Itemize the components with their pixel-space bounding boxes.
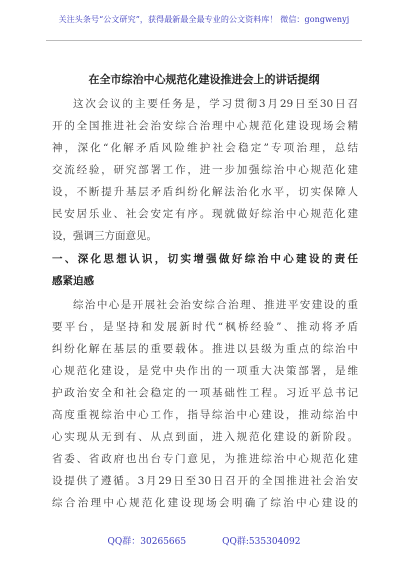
page-footer (0, 534, 408, 547)
document-title: 在全市综治中心规范化建设推进会上的讲话提纲 (88, 73, 320, 86)
intro-line: 开的全国推进社会治安综合治理中心规范化建设现场会精 (52, 120, 358, 132)
qq-group-1: QQ群：30265665 (107, 537, 187, 547)
section-body-line: 要平台，是坚持和发展新时代“枫桥经验”、推动将矛盾 (52, 321, 358, 333)
intro-line: 这次会议的主要任务是，学习贯彻3月29日至30日召 (73, 98, 358, 110)
page-header: 关注头条号“公文研究”，获得最新最全最专业的公文资料库！ 微信：gongwenyj (58, 15, 350, 24)
intro-line: 设，不断提升基层矛盾纠纷化解法治化水平，切实保障人 (52, 186, 358, 198)
intro-line: 设，强调三方面意见。 (52, 230, 157, 242)
section-body-line: 高度重视综治中心工作，指导综治中心建设，推动综治中 (52, 409, 358, 421)
section-body-line: 心规范化建设，是党中央作出的一项重大决策部署，是维 (52, 365, 358, 377)
intro-line: 民安居乐业、社会安定有序。现就做好综治中心规范化建 (52, 208, 358, 220)
section-body-line: 护政治安全和社会稳定的一项基础性工程。习近平总书记 (52, 387, 358, 399)
intro-line: 神，深化“化解矛盾风险维护社会稳定”专项治理，总结 (52, 142, 358, 154)
section-body-line: 设提供了遵循。3月29日至30日召开的全国推进社会治安 (52, 475, 358, 487)
section-body-line: 省委、省政府也出台专门意见，为推进综治中心规范化建 (52, 453, 358, 465)
section-body-line: 纠纷化解在基层的重要载体。推进以县级为重点的综治中 (52, 343, 358, 355)
section-body-line: 综治中心是开展社会治安综合治理、推进平安建设的重 (73, 299, 358, 311)
section-heading-line: 一、深化思想认识，切实增强做好综治中心建设的责任 (52, 253, 358, 265)
intro-line: 交流经验，研究部署工作，进一步加强综治中心规范化建 (52, 164, 358, 176)
qq-group-2: QQ群:535304092 (222, 537, 301, 547)
header-divider (46, 40, 362, 41)
section-heading-line: 感紧迫感 (52, 275, 94, 287)
section-body-line: 综合治理中心规范化建设现场会明确了综治中心建设的 (52, 497, 358, 509)
section-body-line: 心实现从无到有、从点到面，进入规范化建设的新阶段。 (52, 431, 358, 443)
